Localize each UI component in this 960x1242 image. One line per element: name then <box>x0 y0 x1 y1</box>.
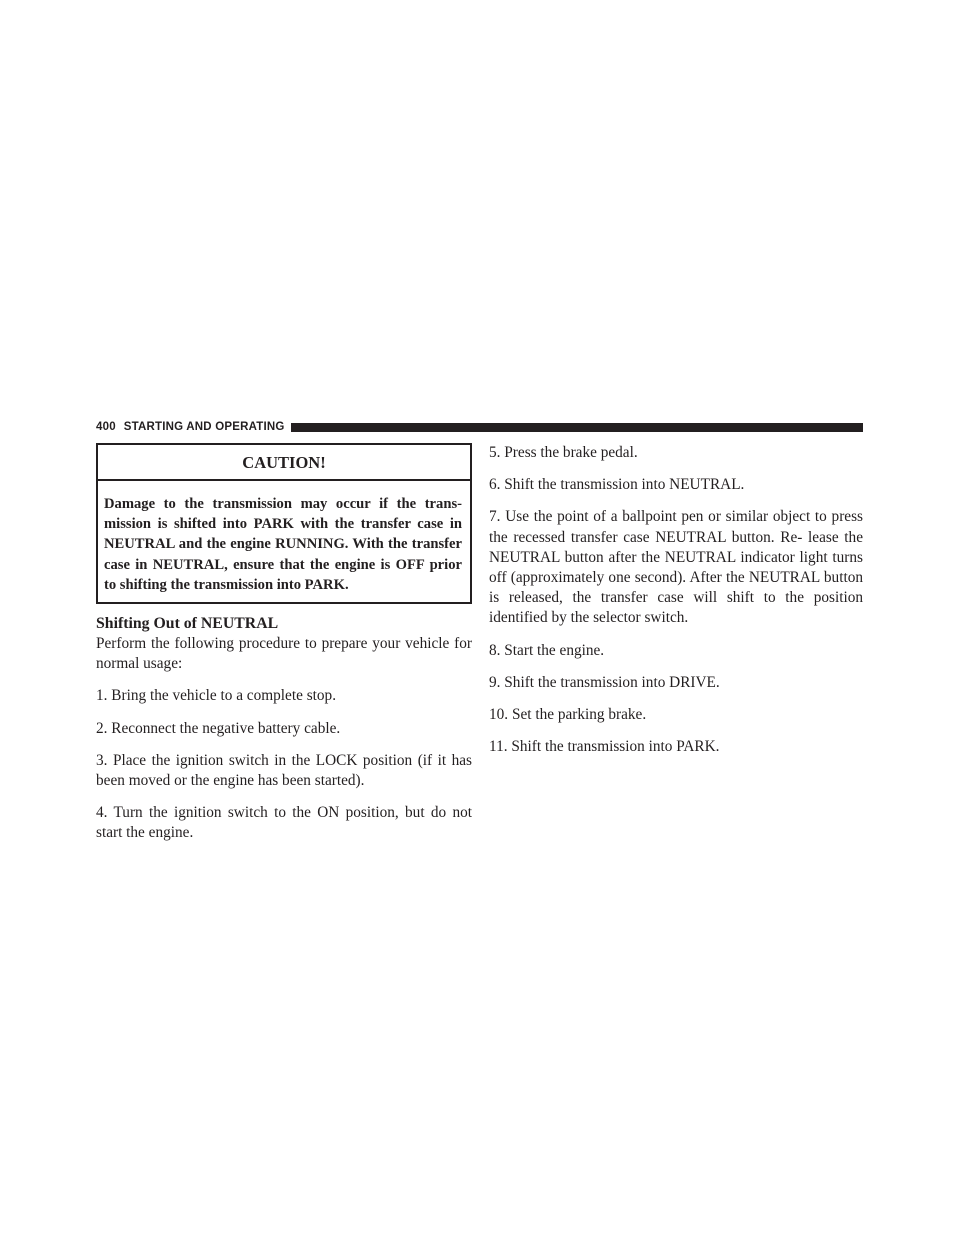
left-column <box>96 443 472 856</box>
section-title: STARTING AND OPERATING <box>123 421 285 433</box>
right-column <box>489 443 863 769</box>
step-7: 7. Use the point of a ballpoint pen or similar object to press the recessed transfer case NEUTRAL button. Re- lease the NEUTRAL button after the NEUTRAL indicator light turns off (approximately one second). After the NEUTRAL button is released, the transfer case will shift to the position identified by the selector switch. <box>489 508 863 627</box>
step-6: 6. Shift the transmission into NEUTRAL. <box>489 476 745 494</box>
step-5: 5. Press the brake pedal. <box>489 444 638 461</box>
step-2: 2. Reconnect the negative battery cable. <box>96 719 341 737</box>
step-11: 11. Shift the transmission into PARK. <box>489 738 720 756</box>
step-8: 8. Start the engine. <box>489 641 605 659</box>
intro-paragraph: Perform the following procedure to prepare your vehicle for normal usage: <box>96 635 472 673</box>
step-4: 4. Turn the ignition switch to the ON position, but do not start the engine. <box>96 804 472 842</box>
step-3: 3. Place the ignition switch in the LOCK position (if it has been moved or the engine has been started). <box>96 751 472 790</box>
header-rule <box>291 423 863 432</box>
step-9: 9. Shift the transmission into DRIVE. <box>489 673 720 691</box>
step-1: 1. Bring the vehicle to a complete stop. <box>96 687 337 705</box>
page-header <box>96 420 863 434</box>
step-10: 10. Set the parking brake. <box>489 706 647 724</box>
caution-text: Damage to the transmission may occur if the trans- mission is shifted into PARK with the transfer case in NEUTRAL and the engine RUNNING. With the transfer case in NEUTRAL, ensure that the engine is OFF prior to shifting the transmission into PARK. <box>104 496 462 593</box>
page-number: 400 <box>96 421 116 433</box>
caution-title: CAUTION! <box>98 445 470 481</box>
caution-box <box>96 443 472 604</box>
section-heading: Shifting Out of NEUTRAL <box>96 615 279 633</box>
